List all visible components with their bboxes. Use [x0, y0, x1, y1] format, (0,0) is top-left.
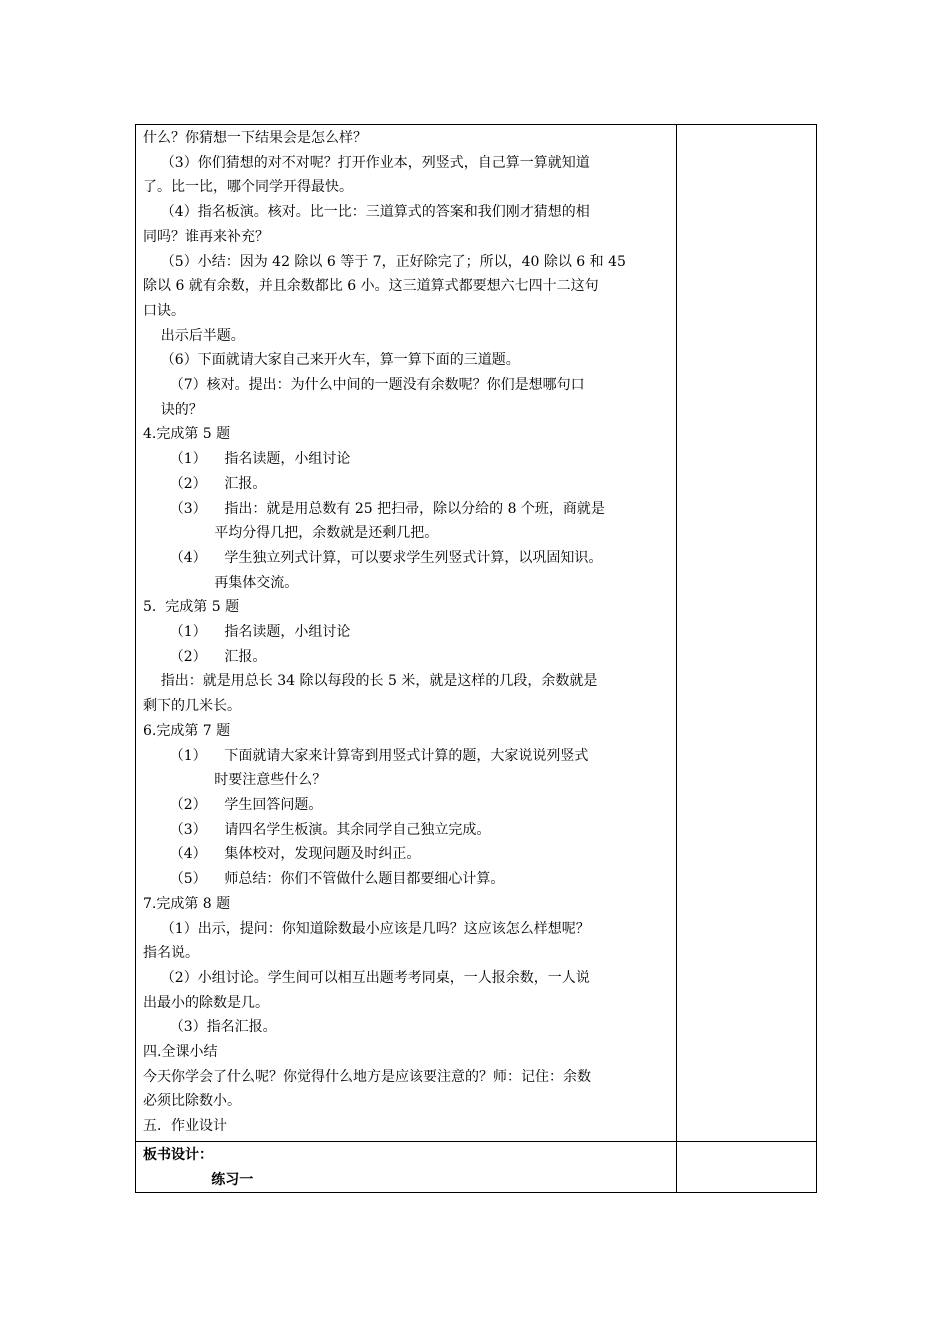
- lesson-plan-table: [135, 124, 817, 1193]
- text-line: （3） 指出：就是用总数有 25 把扫帚，除以分给的 8 个班，商就是: [143, 500, 605, 517]
- text-line: （1） 指名读题，小组讨论: [143, 451, 351, 468]
- text-line: （5）小结：因为 42 除以 6 等于 7，正好除完了；所以，40 除以 6 和 45: [143, 253, 626, 270]
- text-line: 指名说。: [143, 945, 199, 962]
- text-line: 同吗？谁再来补充？: [143, 228, 269, 245]
- text-line: 出最小的除数是几。: [143, 994, 269, 1011]
- text-line: （6）下面就请大家自己来开火车，算一算下面的三道题。: [143, 352, 520, 369]
- text-line: 了。比一比，哪个同学开得最快。: [143, 179, 353, 196]
- text-line: 今天你学会了什么呢？你觉得什么地方是应该要注意的？师：记住：余数: [143, 1068, 591, 1085]
- text-line: 四.全课小结: [143, 1044, 218, 1061]
- board-design-cell: [136, 1141, 677, 1192]
- text-line: （3） 请四名学生板演。其余同学自己独立完成。: [143, 821, 491, 838]
- text-line: 7.完成第 8 题: [143, 895, 231, 912]
- text-line: （7）核对。提出：为什么中间的一题没有余数呢？你们是想哪句口: [143, 377, 585, 394]
- board-notes-cell: [677, 1141, 817, 1192]
- text-line: 口诀。: [143, 302, 185, 319]
- text-line: 出示后半题。: [143, 327, 245, 344]
- text-line: （1） 指名读题，小组讨论: [143, 624, 351, 641]
- notes-cell: [677, 125, 817, 1142]
- text-line: （2）小组讨论。学生间可以相互出题考考同桌，一人报余数，一人说: [143, 969, 590, 986]
- text-line: （2） 学生回答问题。: [143, 796, 323, 813]
- text-line: 平均分得几把，余数就是还剩几把。: [143, 525, 439, 542]
- text-line: 五．作业设计: [143, 1118, 227, 1135]
- text-line: （5） 师总结：你们不管做什么题目都要细心计算。: [143, 871, 505, 888]
- text-line: （3）你们猜想的对不对呢？打开作业本，列竖式，自己算一算就知道: [143, 154, 590, 171]
- board-row: [136, 1141, 817, 1192]
- text-line: 6.完成第 7 题: [143, 722, 231, 739]
- text-line: （4） 集体校对，发现问题及时纠正。: [143, 846, 421, 863]
- text-line: （4） 学生独立列式计算，可以要求学生列竖式计算，以巩固知识。: [143, 549, 603, 566]
- text-line: （2） 汇报。: [143, 648, 267, 665]
- board-design: [136, 1142, 676, 1192]
- text-line: 剩下的几米长。: [143, 698, 241, 715]
- text-line: （1）出示，提问：你知道除数最小应该是几吗？这应该怎么样想呢？: [143, 920, 590, 937]
- text-line: （3）指名汇报。: [143, 1019, 277, 1036]
- content-row: [136, 125, 817, 1142]
- text-line: 时要注意些什么？: [143, 772, 327, 789]
- text-line: 4.完成第 5 题: [143, 426, 231, 443]
- text-line: 指出：就是用总长 34 除以每段的长 5 米，就是这样的几段，余数就是: [143, 673, 598, 690]
- board-design-subtitle: 练习一: [143, 1171, 254, 1188]
- text-line: 再集体交流。: [143, 574, 299, 591]
- text-line: 什么？你猜想一下结果会是怎么样？: [143, 130, 367, 146]
- main-content-cell: [136, 125, 677, 1142]
- board-design-title: 板书设计：: [143, 1146, 213, 1163]
- main-content: [136, 125, 676, 1141]
- text-line: 5. 完成第 5 题: [143, 599, 240, 616]
- text-line: 除以 6 就有余数，并且余数都比 6 小。这三道算式都要想六七四十二这句: [143, 278, 599, 295]
- text-line: （2） 汇报。: [143, 475, 267, 492]
- text-line: （1） 下面就请大家来计算寄到用竖式计算的题，大家说说列竖式: [143, 747, 589, 764]
- text-line: 诀的？: [143, 401, 203, 418]
- text-line: 必须比除数小。: [143, 1093, 241, 1110]
- text-line: （4）指名板演。核对。比一比：三道算式的答案和我们刚才猜想的相: [143, 204, 590, 221]
